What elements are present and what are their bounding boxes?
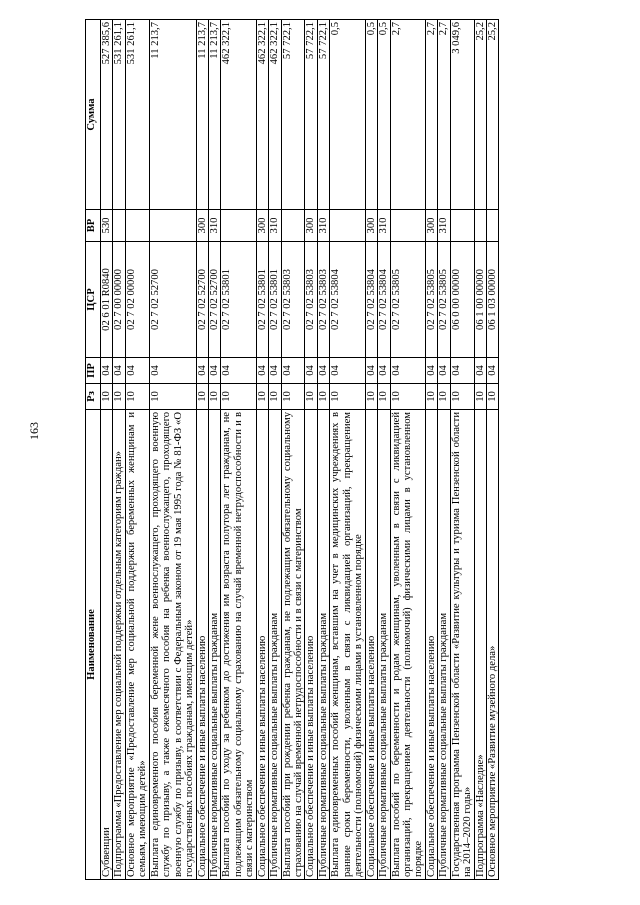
- cell-name: Подпрограмма «Предоставление мер социальной поддержки отдельным категориям граждан»: [113, 410, 125, 880]
- cell-name: Социальное обеспечение и иные выплаты населению: [425, 410, 437, 880]
- cell-name: Субвенции: [101, 410, 113, 880]
- cell-sum: 11 213,7: [196, 20, 208, 210]
- cell-rz: 10: [149, 384, 196, 410]
- cell-name: Подпрограмма «Наследие»: [474, 410, 486, 880]
- cell-name: Социальное обеспечение и иные выплаты населению: [305, 410, 317, 880]
- table-row: [269, 20, 281, 880]
- cell-name: Публичные нормативные социальные выплаты гражданам: [438, 410, 450, 880]
- rotated-table-container: [85, 20, 625, 880]
- cell-vr: [450, 210, 474, 242]
- cell-name: Выплата пособий при рождении ребенка гражданам, не подлежащим обязательному социальному страхованию на случай временной нетрудоспособности и в связи с материнством: [281, 410, 305, 880]
- cell-sum: 0,5: [365, 20, 377, 210]
- table-row: [438, 20, 450, 880]
- table-row: [317, 20, 329, 880]
- cell-name: Выплата пособий по беременности и родам женщинам, уволенным в связи с ликвидацией организаций, прекращением деятельности (полномочий) физическими лицами в установленном порядке: [390, 410, 425, 880]
- cell-csr: 06 0 00 00000: [450, 242, 474, 358]
- table-row: [425, 20, 437, 880]
- cell-sum: 2,7: [390, 20, 425, 210]
- cell-name: Социальное обеспечение и иные выплаты населению: [256, 410, 268, 880]
- cell-vr: [113, 210, 125, 242]
- page-number: 163: [27, 422, 41, 440]
- cell-csr: 02 7 02 53805: [390, 242, 425, 358]
- table-body: [101, 20, 499, 880]
- cell-csr: 02 7 02 53804: [365, 242, 377, 358]
- cell-sum: 462 322,1: [269, 20, 281, 210]
- cell-pr: 04: [305, 358, 317, 384]
- cell-csr: 02 7 02 53801: [269, 242, 281, 358]
- cell-vr: [474, 210, 486, 242]
- cell-sum: 531 261,1: [125, 20, 149, 210]
- cell-csr: 02 6 01 R0840: [101, 242, 113, 358]
- cell-vr: 310: [317, 210, 329, 242]
- cell-name: Социальное обеспечение и иные выплаты населению: [365, 410, 377, 880]
- table-row: [149, 20, 196, 880]
- cell-vr: [330, 210, 365, 242]
- cell-vr: [487, 210, 499, 242]
- cell-rz: 10: [474, 384, 486, 410]
- cell-sum: 57 722,1: [305, 20, 317, 210]
- cell-csr: 02 7 02 52700: [208, 242, 220, 358]
- cell-rz: 10: [378, 384, 390, 410]
- cell-csr: 02 7 02 53803: [281, 242, 305, 358]
- cell-name: Государственная программа Пензенской области «Развитие культуры и туризма Пензенской области на 2014–2020 годы»: [450, 410, 474, 880]
- cell-csr: 02 7 02 53805: [438, 242, 450, 358]
- cell-pr: 04: [365, 358, 377, 384]
- cell-rz: 10: [305, 384, 317, 410]
- cell-sum: 3 049,6: [450, 20, 474, 210]
- cell-sum: 527 385,6: [101, 20, 113, 210]
- cell-rz: 10: [113, 384, 125, 410]
- table-row: [125, 20, 149, 880]
- cell-csr: 06 1 00 00000: [474, 242, 486, 358]
- cell-pr: 04: [221, 358, 256, 384]
- table-row: [365, 20, 377, 880]
- cell-pr: 04: [438, 358, 450, 384]
- cell-vr: 300: [256, 210, 268, 242]
- table-row: [208, 20, 220, 880]
- cell-vr: [281, 210, 305, 242]
- cell-pr: 04: [101, 358, 113, 384]
- cell-sum: 57 722,1: [317, 20, 329, 210]
- cell-csr: 02 7 02 53804: [330, 242, 365, 358]
- cell-csr: 02 7 02 53803: [305, 242, 317, 358]
- cell-sum: 2,7: [438, 20, 450, 210]
- table-row: [305, 20, 317, 880]
- cell-csr: 02 7 02 52700: [149, 242, 196, 358]
- cell-rz: 10: [487, 384, 499, 410]
- cell-csr: 02 7 02 53805: [425, 242, 437, 358]
- table-row: [221, 20, 256, 880]
- cell-pr: 04: [125, 358, 149, 384]
- cell-sum: 0,5: [330, 20, 365, 210]
- cell-rz: 10: [281, 384, 305, 410]
- table-row: [113, 20, 125, 880]
- cell-rz: 10: [330, 384, 365, 410]
- cell-vr: 300: [365, 210, 377, 242]
- cell-pr: 04: [196, 358, 208, 384]
- cell-vr: 310: [269, 210, 281, 242]
- cell-rz: 10: [125, 384, 149, 410]
- cell-csr: 02 7 02 52700: [196, 242, 208, 358]
- cell-name: Публичные нормативные социальные выплаты гражданам: [269, 410, 281, 880]
- table-row: [330, 20, 365, 880]
- cell-rz: 10: [208, 384, 220, 410]
- cell-csr: 02 7 02 53803: [317, 242, 329, 358]
- cell-sum: 57 722,1: [281, 20, 305, 210]
- cell-rz: 10: [438, 384, 450, 410]
- cell-sum: 11 213,7: [208, 20, 220, 210]
- cell-vr: [125, 210, 149, 242]
- cell-vr: 300: [305, 210, 317, 242]
- cell-vr: [149, 210, 196, 242]
- cell-name: Публичные нормативные социальные выплаты гражданам: [378, 410, 390, 880]
- table-row: [487, 20, 499, 880]
- cell-vr: 310: [378, 210, 390, 242]
- cell-rz: 10: [196, 384, 208, 410]
- cell-pr: 04: [378, 358, 390, 384]
- cell-name: Выплата пособий по уходу за ребенком до достижения им возраста полутора лет гражданам, не подлежащим обязательному социальному страхованию на случай временной нетрудоспособности и в связи с материнством: [221, 410, 256, 880]
- header-rz: Рз: [86, 384, 101, 410]
- cell-sum: 462 322,1: [256, 20, 268, 210]
- cell-pr: 04: [113, 358, 125, 384]
- cell-rz: 10: [256, 384, 268, 410]
- header-vr: ВР: [86, 210, 101, 242]
- cell-csr: 02 7 02 00000: [125, 242, 149, 358]
- cell-name: Социальное обеспечение и иные выплаты населению: [196, 410, 208, 880]
- table-row: [281, 20, 305, 880]
- cell-pr: 04: [281, 358, 305, 384]
- cell-csr: 06 1 03 00000: [487, 242, 499, 358]
- cell-rz: 10: [365, 384, 377, 410]
- table-row: [196, 20, 208, 880]
- cell-rz: 10: [450, 384, 474, 410]
- cell-sum: 2,7: [425, 20, 437, 210]
- cell-rz: 10: [101, 384, 113, 410]
- cell-vr: 310: [208, 210, 220, 242]
- table-row: [101, 20, 113, 880]
- table-row: [390, 20, 425, 880]
- cell-rz: 10: [425, 384, 437, 410]
- cell-name: Основное мероприятие «Предоставление мер социальной поддержки беременных женщинам и семьям, имеющим детей»: [125, 410, 149, 880]
- cell-rz: 10: [390, 384, 425, 410]
- cell-pr: 04: [390, 358, 425, 384]
- cell-name: Выплата единовременных пособий женщинам, вставшим на учет в медицинских учреждениях в ранние сроки беременности, уволенным в связи с ликвидацией организаций, прекращением деятельности (полномочий) физическими лицами в установленном порядке: [330, 410, 365, 880]
- cell-name: Публичные нормативные социальные выплаты гражданам: [208, 410, 220, 880]
- cell-pr: 04: [450, 358, 474, 384]
- cell-vr: 310: [438, 210, 450, 242]
- cell-vr: 300: [196, 210, 208, 242]
- cell-sum: 0,5: [378, 20, 390, 210]
- header-row: [86, 20, 101, 880]
- header-sum: Сумма: [86, 20, 101, 210]
- cell-rz: 10: [269, 384, 281, 410]
- table-row: [378, 20, 390, 880]
- cell-pr: 04: [269, 358, 281, 384]
- cell-pr: 04: [330, 358, 365, 384]
- header-csr: ЦСР: [86, 242, 101, 358]
- cell-pr: 04: [208, 358, 220, 384]
- cell-pr: 04: [317, 358, 329, 384]
- cell-pr: 04: [487, 358, 499, 384]
- cell-pr: 04: [425, 358, 437, 384]
- table-row: [474, 20, 486, 880]
- cell-name: Основное мероприятие «Развитие музейного дела»: [487, 410, 499, 880]
- cell-vr: 530: [101, 210, 113, 242]
- cell-csr: 02 7 02 53801: [221, 242, 256, 358]
- cell-sum: 25,2: [487, 20, 499, 210]
- table-row: [450, 20, 474, 880]
- cell-pr: 04: [256, 358, 268, 384]
- cell-pr: 04: [149, 358, 196, 384]
- cell-vr: [221, 210, 256, 242]
- cell-sum: 531 261,1: [113, 20, 125, 210]
- cell-name: Выплата единовременного пособия беременной жене военнослужащего, проходящего военную службу по призыву, а также ежемесячного пособия на ребенка военнослужащего, проходящего военную службу по призыву, в соответствии с Федеральным законом от 19 мая 1995 года № 81-ФЗ «О государственных пособиях гражданам, имеющим детей»: [149, 410, 196, 880]
- cell-rz: 10: [221, 384, 256, 410]
- table-row: [256, 20, 268, 880]
- cell-csr: 02 7 00 00000: [113, 242, 125, 358]
- cell-sum: 462 322,1: [221, 20, 256, 210]
- cell-sum: 11 213,7: [149, 20, 196, 210]
- header-pr: ПР: [86, 358, 101, 384]
- cell-name: Публичные нормативные социальные выплаты гражданам: [317, 410, 329, 880]
- budget-table: [85, 19, 499, 880]
- cell-vr: 300: [425, 210, 437, 242]
- cell-rz: 10: [317, 384, 329, 410]
- cell-pr: 04: [474, 358, 486, 384]
- cell-sum: 25,2: [474, 20, 486, 210]
- cell-csr: 02 7 02 53804: [378, 242, 390, 358]
- cell-csr: 02 7 02 53801: [256, 242, 268, 358]
- cell-vr: [390, 210, 425, 242]
- header-name: Наименование: [86, 410, 101, 880]
